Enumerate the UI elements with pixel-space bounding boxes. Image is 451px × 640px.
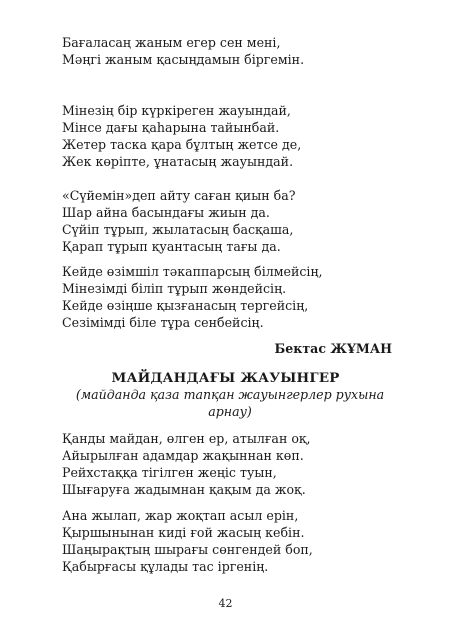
verse-line: Мінезімді біліп тұрып жөндейсің. — [62, 281, 287, 296]
verse-line: Қарап тұрып қуантасың тағы да. — [62, 239, 281, 254]
verse-line: Шығаруға жадымнан қақым да жоқ. — [62, 482, 306, 497]
verse-line: Мінсе дағы қаһарына тайынбай. — [62, 120, 280, 135]
verse-line: Жетер таска қара бұлтың жетсе де, — [62, 137, 302, 152]
verse-line: Шаңырақтың шырағы сөнгендей боп, — [62, 542, 313, 557]
verse-line: Сезімімді біле тұра сенбейсің. — [62, 315, 264, 330]
poem2-stanza-2 — [62, 507, 402, 575]
verse-line: Қыршынынан киді ғой жасың кебін. — [62, 525, 305, 540]
verse-line: Қабырғасы құлады тас іргенің. — [62, 559, 269, 574]
verse-line: Сүйіп тұрып, жылатасың басқаша, — [62, 222, 294, 237]
author-signature: Бектас ЖҰМАН — [274, 341, 392, 356]
poem-title: МАЙДАНДАҒЫ ЖАУЫНГЕР — [111, 370, 340, 386]
stanza-4 — [62, 263, 402, 331]
verse-line: Кейде өзімшіл тәкаппарсың білмейсің, — [62, 264, 323, 279]
verse-line: Мәңгі жаным қасыңдамын біргемін. — [62, 52, 305, 67]
verse-line: Кейде өзіңше қызғанасың тергейсің, — [62, 298, 309, 313]
verse-line: Жек көріпте, ұнатасың жауындай. — [62, 154, 294, 169]
poem2-stanza-1 — [62, 430, 402, 498]
stanza-2 — [62, 102, 402, 170]
verse-line: Бағаласаң жаным егер сен мені, — [62, 35, 281, 50]
poem-subtitle: (майданда қаза тапқан жауынгерлер рухына арнау) — [75, 387, 385, 419]
page-number: 42 — [218, 597, 233, 610]
verse-line: «Сүйемін»деп айту саған қиын ба? — [62, 188, 296, 203]
verse-line: Қанды майдан, өлген ер, атылған оқ, — [62, 431, 311, 446]
verse-line: Рейхстаққа тігілген жеңіс туын, — [62, 465, 277, 480]
stanza-3 — [62, 187, 402, 255]
verse-line: Ана жылап, жар жоқтап асыл ерін, — [62, 508, 299, 523]
stanza-1 — [62, 34, 402, 68]
verse-line: Шар айна басындағы жиын да. — [62, 205, 270, 220]
verse-line: Мінезің бір күркіреген жауындай, — [62, 103, 291, 118]
verse-line: Айырылған адамдар жақыннан көп. — [62, 448, 304, 463]
